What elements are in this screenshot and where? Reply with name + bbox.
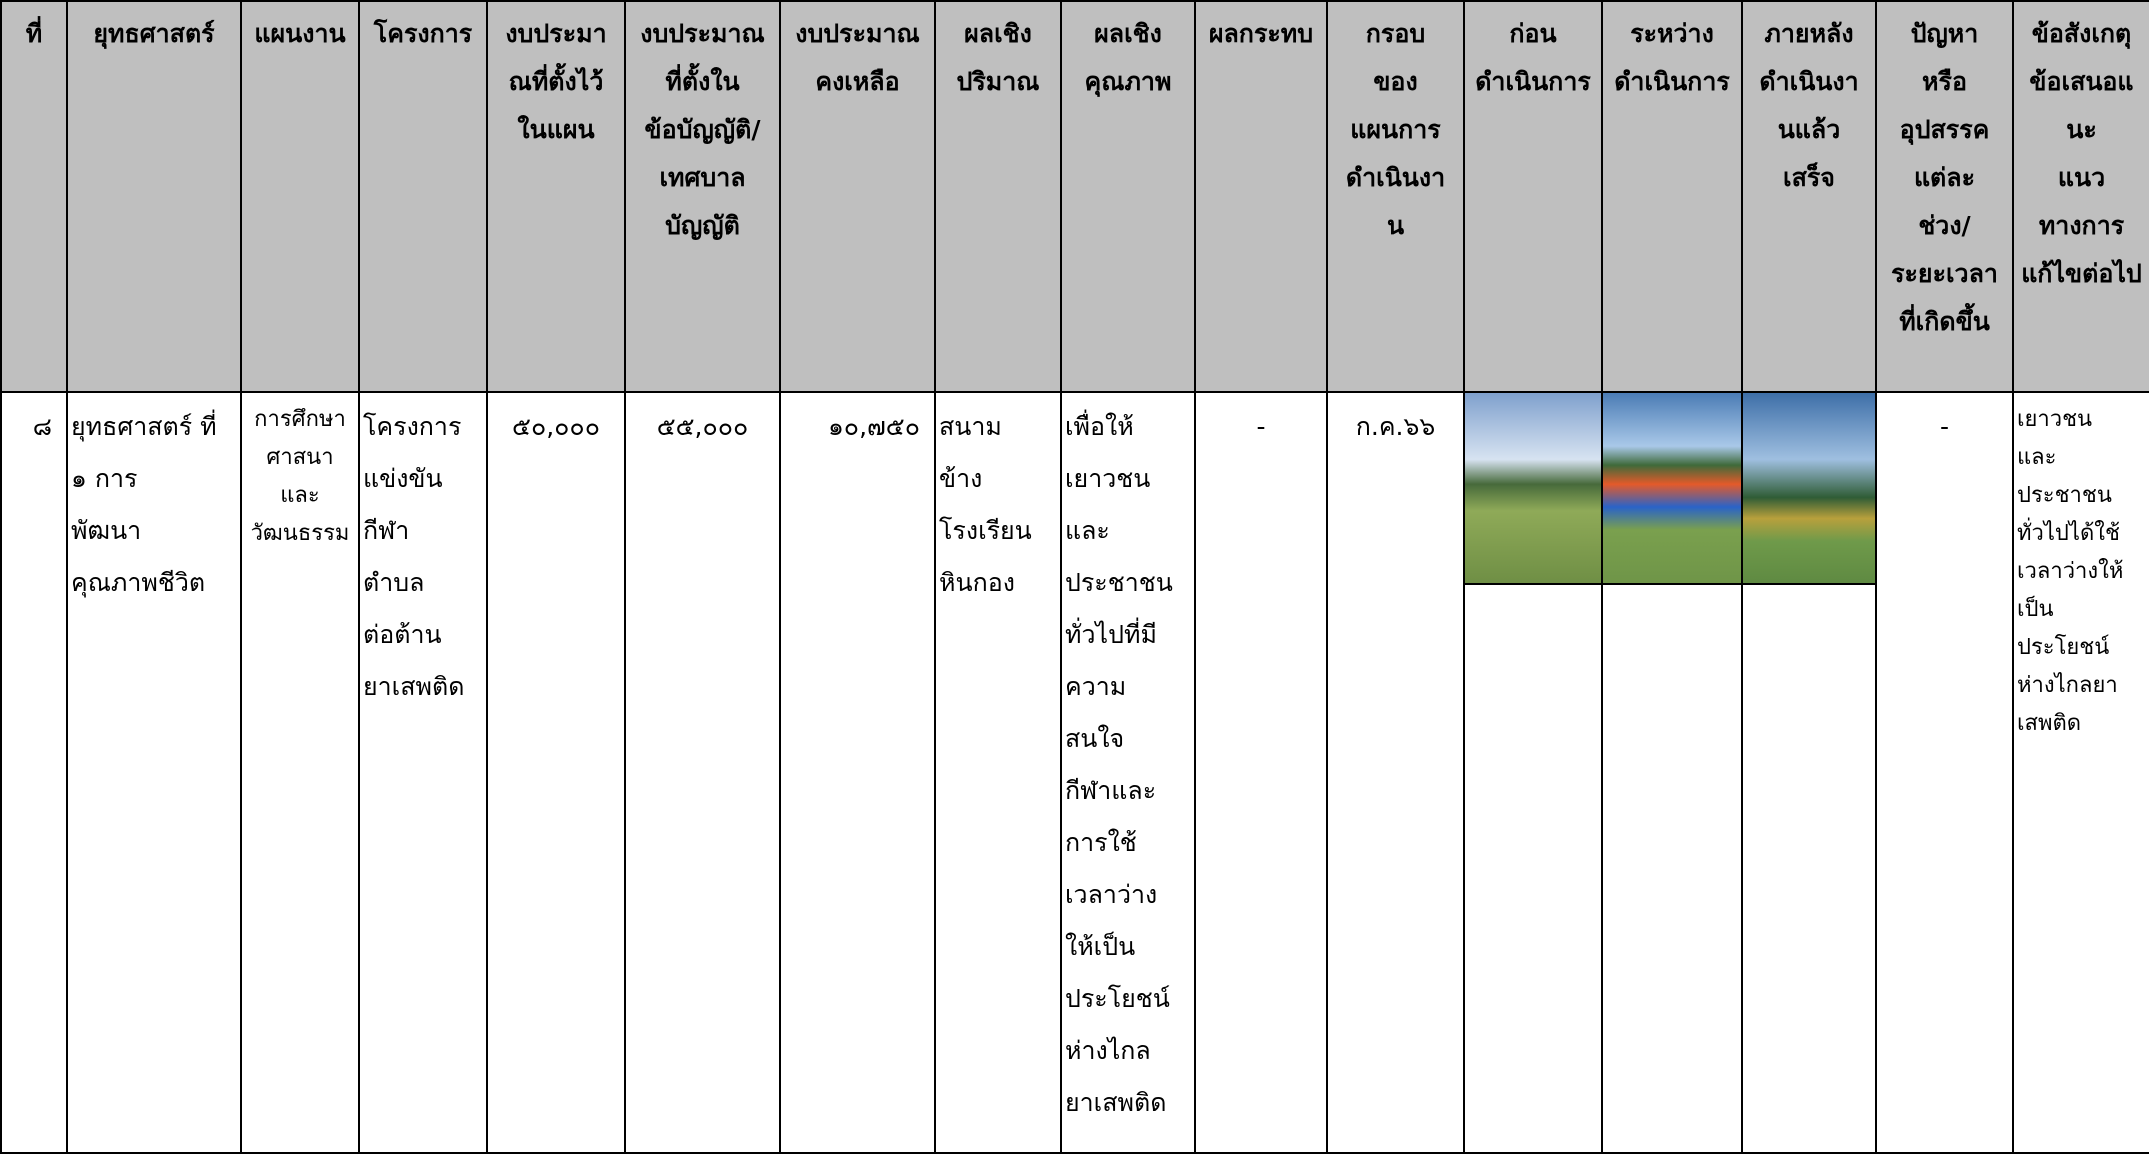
header-after: ภายหลัง ดำเนินงา นแล้ว เสร็จ — [1742, 1, 1876, 392]
header-row — [1, 1, 2149, 392]
photo-after — [1743, 393, 1875, 585]
cell-project: โครงการ แข่งขัน กีฬา ตำบล ต่อต้าน ยาเสพติด — [359, 392, 487, 1153]
photo-during — [1603, 393, 1741, 585]
cell-no: ๘ — [1, 392, 67, 1153]
cell-timeframe: ก.ค.๖๖ — [1327, 392, 1464, 1153]
header-project: โครงการ — [359, 1, 487, 392]
header-suggestions: ข้อสังเกตุ ข้อเสนอแ นะ แนว ทางการ แก้ไขต่อไป — [2013, 1, 2149, 392]
header-during: ระหว่าง ดำเนินการ — [1602, 1, 1742, 392]
header-budget-plan: งบประมา ณที่ตั้งไว้ ในแผน — [487, 1, 625, 392]
header-plan: แผนงาน — [241, 1, 359, 392]
header-before: ก่อน ดำเนินการ — [1464, 1, 1602, 392]
cell-during — [1602, 392, 1742, 1153]
header-budget-set: งบประมาณ ที่ตั้งใน ข้อบัญญัติ/ เทศบาล บัญญัติ — [625, 1, 780, 392]
cell-after — [1742, 392, 1876, 1153]
cell-budget-remaining: ๑๐,๗๕๐ — [780, 392, 935, 1153]
header-impact: ผลกระทบ — [1195, 1, 1327, 392]
cell-problems: - — [1876, 392, 2013, 1153]
cell-quantity: สนาม ข้าง โรงเรียน หินกอง — [935, 392, 1061, 1153]
header-timeframe: กรอบ ของ แผนการ ดำเนินงา น — [1327, 1, 1464, 392]
cell-before — [1464, 392, 1602, 1153]
cell-budget-plan: ๕๐,๐๐๐ — [487, 392, 625, 1153]
header-quality: ผลเชิง คุณภาพ — [1061, 1, 1195, 392]
header-quantity: ผลเชิง ปริมาณ — [935, 1, 1061, 392]
header-budget-remaining: งบประมาณ คงเหลือ — [780, 1, 935, 392]
cell-budget-set: ๕๕,๐๐๐ — [625, 392, 780, 1153]
cell-impact: - — [1195, 392, 1327, 1153]
cell-strategy: ยุทธศาสตร์ ที่ ๑ การ พัฒนา คุณภาพชีวิต — [67, 392, 241, 1153]
cell-suggestions: เยาวชน และ ประชาชน ทั่วไปได้ใช้ เวลาว่างให้ เป็น ประโยชน์ ห่างไกลยา เสพติด — [2013, 392, 2149, 1153]
header-no: ที่ — [1, 1, 67, 392]
header-problems: ปัญหา หรือ อุปสรรค แต่ละ ช่วง/ ระยะเวลา ที่เกิดขึ้น — [1876, 1, 2013, 392]
header-strategy: ยุทธศาสตร์ — [67, 1, 241, 392]
cell-quality: เพื่อให้ เยาวชน และ ประชาชน ทั่วไปที่มี ความ สนใจ กีฬาและ การใช้ เวลาว่าง ให้เป็น ประโยชน์ ห่างไกล ยาเสพติด — [1061, 392, 1195, 1153]
cell-plan: การศึกษา ศาสนา และ วัฒนธรรม — [241, 392, 359, 1153]
table-row — [1, 392, 2149, 1153]
photo-before — [1465, 393, 1601, 585]
